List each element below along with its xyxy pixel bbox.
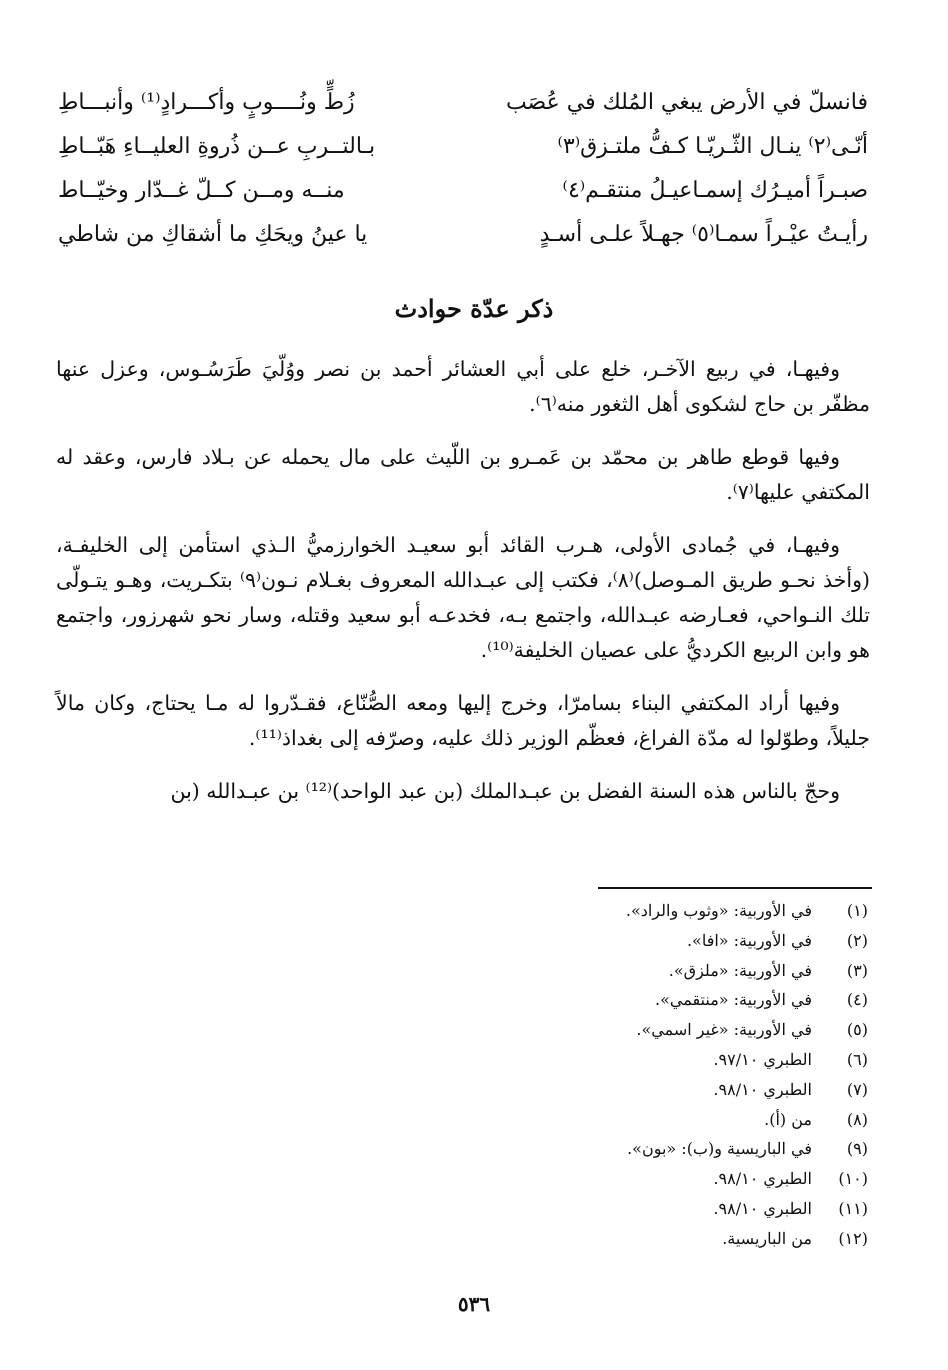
footnote-number: (٢)	[846, 930, 868, 950]
body-text	[56, 352, 870, 809]
paragraph: وفيها قوطع طاهر بن محمّد بن عَمـرو بن اللّيث على مال يحمله عن بـلاد فارس، وعقد له المكتفي عليها⁽٧⁾.	[56, 445, 870, 504]
footnote	[348, 896, 868, 926]
footnote-number: (١٢)	[838, 1228, 868, 1248]
poem-verse	[58, 80, 868, 124]
footnotes	[348, 896, 868, 1254]
footnote-text: من الباريسية.	[722, 1228, 812, 1248]
footnote	[348, 1134, 868, 1164]
footnote-number: (١)	[846, 901, 868, 920]
footnote-text: في الأوربية: «ملزق».	[668, 960, 812, 980]
footnote-text: من (أ).	[764, 1109, 812, 1129]
footnote	[348, 1045, 868, 1075]
footnote-divider	[598, 887, 872, 889]
footnote-text: في الأوربية: «وثوب والراد».	[625, 901, 812, 920]
footnote-number: (١١)	[838, 1198, 868, 1218]
footnote-text: في الأوربية: «منتقمي».	[655, 990, 812, 1010]
verse-second-hemistich: يا عينُ ويحَكِ ما أشقاكِ من شاطي	[58, 221, 368, 247]
paragraph: وحجّ بالناس هذه السنة الفضل بن عبـدالملك (بن عبد الواحد)⁽¹²⁾ بن عبـدالله (بن	[170, 779, 840, 803]
footnote	[348, 926, 868, 956]
footnote-number: (٨)	[846, 1109, 868, 1129]
footnote	[348, 1224, 868, 1254]
footnote	[348, 985, 868, 1015]
poem-verse	[58, 212, 868, 256]
footnote-number: (١٠)	[838, 1169, 868, 1189]
footnote-number: (٧)	[846, 1079, 868, 1099]
footnote-number: (٦)	[846, 1049, 868, 1069]
footnote-number: (٩)	[846, 1139, 868, 1159]
footnote	[348, 1194, 868, 1224]
footnote	[348, 1164, 868, 1194]
verse-second-hemistich: منــه ومــن كــلّ غــدّار وخيّــاط	[58, 177, 345, 203]
verse-second-hemistich: زُطٍّ ونُــــوبٍ وأكـــرادٍ⁽¹⁾ وأنبـــاطِ	[58, 89, 355, 115]
footnote	[348, 1075, 868, 1105]
footnote-text: الطبري ٩٨/١٠.	[713, 1198, 812, 1218]
verse-first-hemistich: فانسلّ في الأرض يبغي المُلك في عُصَب	[505, 89, 868, 115]
paragraph: وفيها أراد المكتفي البناء بسامرّا، وخرج إليها ومعه الصُّنّاع، فقـدّروا له مـا يحتاج، وكان مالاً جليلاً، وطوّلوا له مدّة الفراغ، فعظّم الوزير ذلك عليه، وصرّفه إلى بغداذ⁽¹¹⁾.	[56, 691, 870, 750]
footnote-number: (٤)	[846, 990, 868, 1010]
footnote-text: الطبري ٩٨/١٠.	[713, 1169, 812, 1189]
footnote-number: (٣)	[846, 960, 868, 980]
footnote	[348, 1015, 868, 1045]
paragraph: وفيهـا، في جُمادى الأولى، هـرب القائد أبو سعيـد الخوارزميُّ الـذي استأمن إلى الخليفـة، (وأخذ نحـو طريق المـوصل)⁽٨⁾، فكتب إلى عبـدالله المعروف بغـلام نـون⁽٩⁾ بتكـريت، وهـو يتـولّى تلك النـواحي، فعـارضه عبـدالله، واجتمع بـه، فخدعـه أبو سعيد وقتله، وسار نحو شهرزور، واجتمع هو وابن الربيع الكرديُّ على عصيان الخليفة⁽¹⁰⁾.	[56, 533, 870, 662]
poem	[58, 80, 868, 256]
verse-first-hemistich: أنّـى⁽٢⁾ ينـال الثّـريّـا كـفُّ ملتـزق⁽٣⁾	[557, 133, 868, 159]
verse-second-hemistich: بـالتــربِ عــن ذُروةِ العليــاءِ هَبّــاطِ	[58, 133, 376, 159]
verse-first-hemistich: رأيـتُ عيْـراً سمـا⁽٥⁾ جهـلاً علـى أسـدٍ	[539, 221, 868, 247]
section-heading: ذكر عدّة حوادث	[394, 294, 554, 323]
footnote-text: الطبري ٩٧/١٠.	[713, 1049, 812, 1069]
poem-verse	[58, 124, 868, 168]
footnote-text: الطبري ٩٨/١٠.	[713, 1079, 812, 1099]
footnote	[348, 1105, 868, 1135]
verse-first-hemistich: صبـراً أميـرُك إسمـاعيـلُ منتقـم⁽٤⁾	[562, 177, 868, 203]
footnote-number: (٥)	[846, 1020, 868, 1040]
footnote-text: في الأوربية: «غير اسمي».	[636, 1020, 812, 1040]
poem-verse	[58, 168, 868, 212]
footnote-text: في الباريسية و(ب): «بون».	[627, 1139, 812, 1159]
footnote	[348, 956, 868, 986]
footnote-text: في الأوربية: «افا».	[686, 930, 812, 950]
paragraph: وفيهـا، في ربيع الآخـر، خلع على أبي العشائر أحمد بن نصر ووُلّيَ طَرَسُـوس، وعزل عنها مظفّر بن حاج لشكوى أهل الثغور منه⁽٦⁾.	[56, 357, 870, 416]
page-number: ٥٣٦	[457, 1292, 491, 1316]
